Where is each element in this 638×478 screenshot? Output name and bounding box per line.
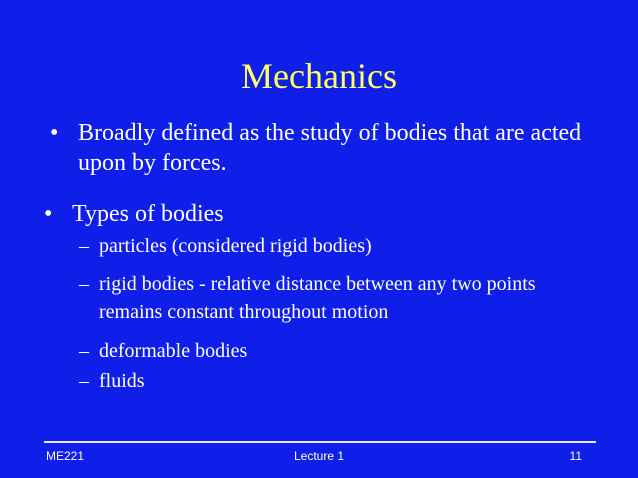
bullet-text: Types of bodies [72,201,224,227]
bullet-types-of-bodies [44,199,604,229]
bullet-definition [50,118,610,178]
sub-bullet-marker: – [79,340,89,362]
bullet-marker: • [50,120,59,146]
sub-bullet-text: deformable bodies [99,340,248,362]
sub-bullet-marker: – [79,273,89,295]
footer-page-number: 11 [569,449,582,463]
footer-course: ME221 [46,449,85,463]
sub-bullet-marker: – [79,370,89,392]
sub-bullet-particles [79,232,599,260]
sub-bullet-marker: – [79,235,89,257]
sub-bullet-rigid-bodies [79,270,599,326]
sub-bullet-deformable-bodies [79,337,599,365]
sub-bullet-text: rigid bodies - relative distance between any two points remains constant throughout motion [99,273,536,323]
footer-lecture: Lecture 1 [293,449,345,463]
sub-bullet-text: fluids [99,370,145,392]
bullet-marker: • [44,201,53,227]
footer-divider [44,441,596,443]
bullet-text: Broadly defined as the study of bodies that are acted upon by forces. [78,120,582,176]
slide-title: Mechanics [241,56,397,96]
sub-bullet-text: particles (considered rigid bodies) [99,235,372,257]
sub-bullet-fluids [79,367,599,395]
